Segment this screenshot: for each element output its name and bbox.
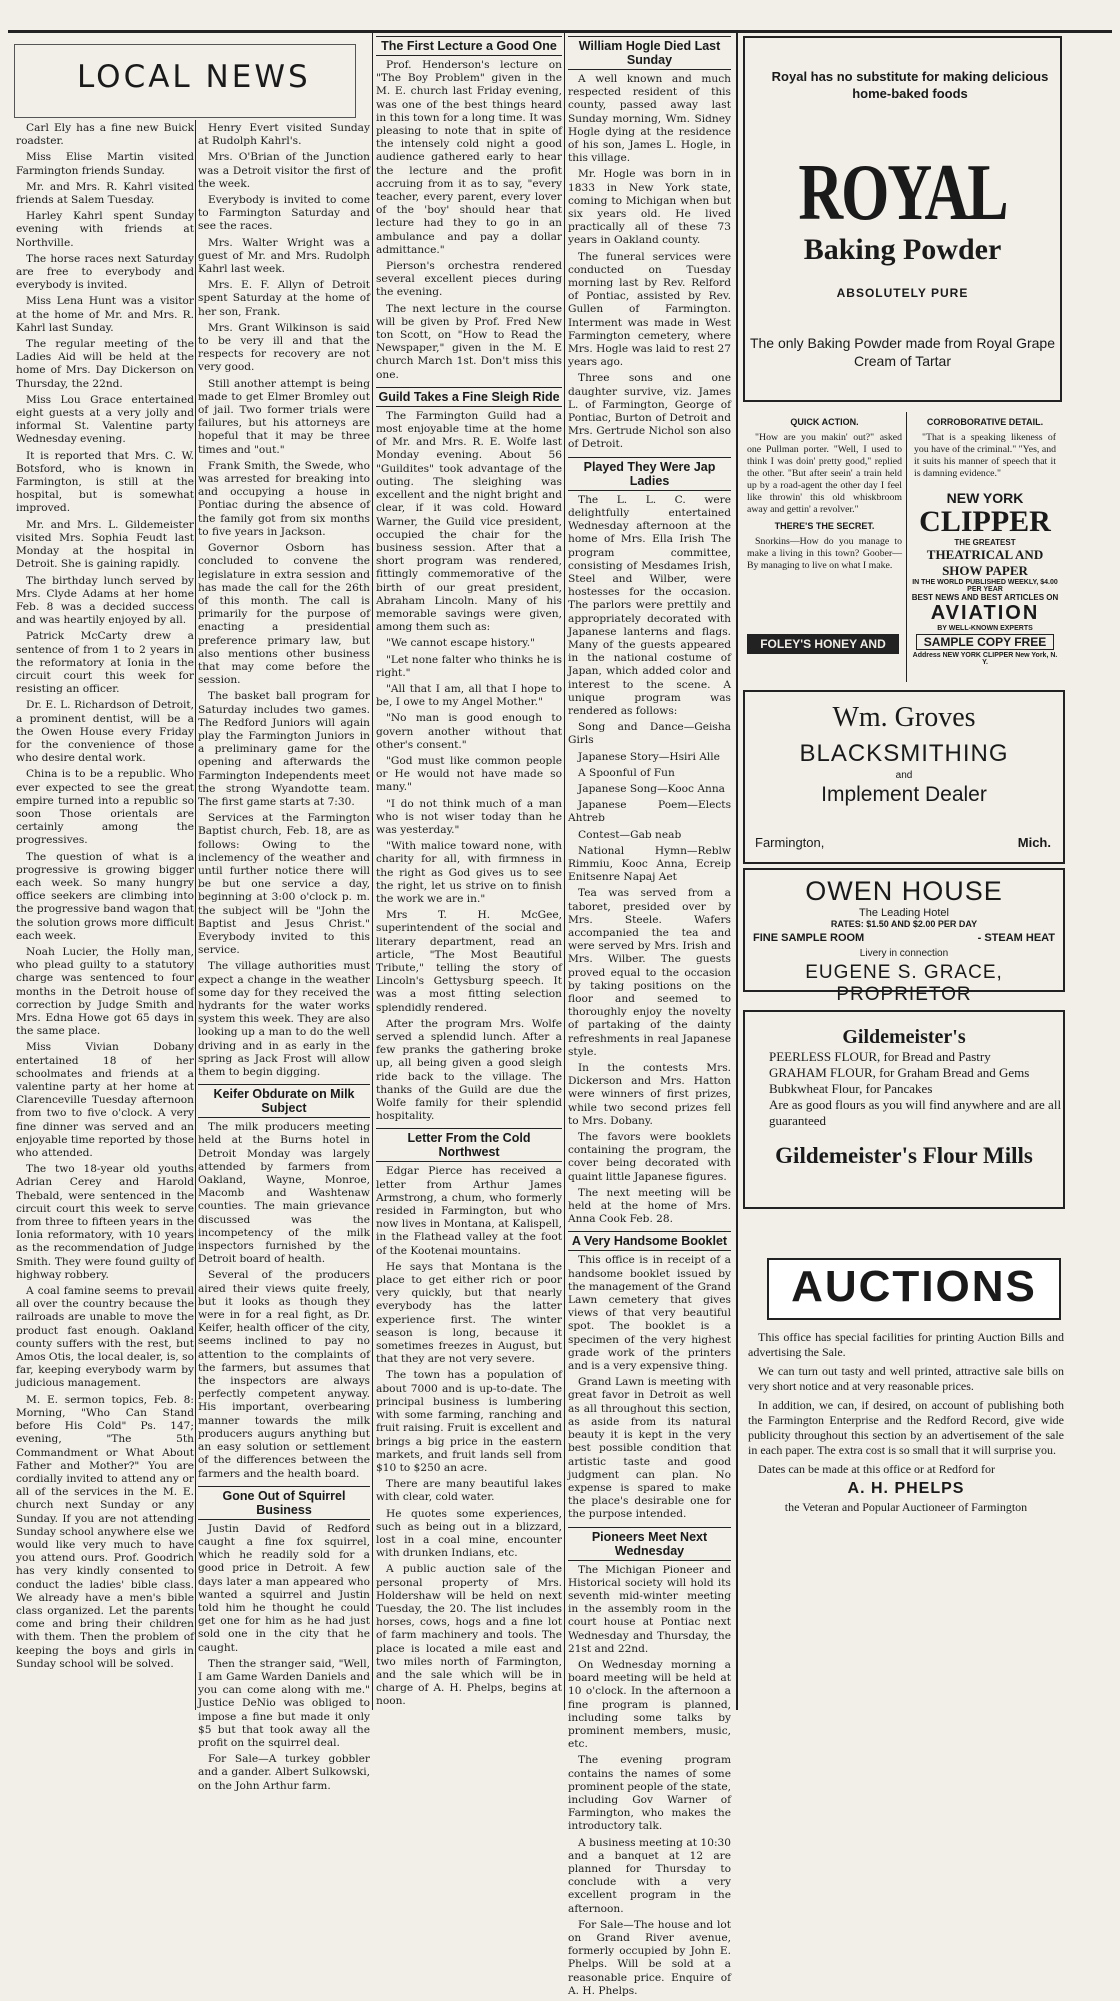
news-paragraph: China is to be a republic. Who ever expected to see the great empire turned into a republic so soon Those orientals are certainly among the progressives. [16, 768, 194, 847]
groves-and: and [895, 770, 913, 781]
owen-sample: FINE SAMPLE ROOM [753, 932, 865, 944]
gild-line: Are as good flours as you will find anywhere and are all guaranteed [769, 1097, 1062, 1128]
news-paragraph: The Michigan Pioneer and Historical society will hold its seventh mid-winter meeting in the assembly room in the court house at Pontiac next Wednesday and Thursday, the 21st and 22nd. [568, 1563, 731, 1655]
owen-house-ad [743, 868, 1065, 1005]
news-paragraph: For Sale—A turkey gobbler and a gander. Albert Sulkowski, on the John Arthur farm. [198, 1753, 370, 1792]
auctions-text: Dates can be made at this office or at Redford for [758, 1462, 996, 1476]
news-paragraph: Pierson's orchestra rendered several excellent pieces during the evening. [376, 260, 562, 299]
gild-foot: Gildemeister's Flour Mills [775, 1143, 1033, 1168]
news-paragraph: The village authorities must expect a change in the weather some day for they received the hydrants for the water works system this week. They are also looking up a man to do the well driving and in as early in the spring as Jack Frost will allow them to begin digging. [198, 960, 370, 1079]
news-paragraph: Grand Lawn is meeting with great favor in Detroit as well as all throughout this section, as aside from its natural beauty it is kept in the very best possible condition that artistic taste and good judgment can plan. No expense is spared to make the place's desirable one for the purpose intended. [568, 1376, 731, 1521]
corroborative-title: CORROBORATIVE DETAIL. [926, 417, 1044, 427]
news-paragraph: Several of the producers aired their views quite freely, but it looks as though they were in for a real fight, as Dr. Keifer, health officer of the city, seems inclined to pay no attention to the complaints of the farmers, but assumes that the inspectors are always perfectly competent anyway. His important, overbearing manner towards the milk producers augurs anything but an easy solution or settlement of the differences between the farmers and the health board. [198, 1269, 370, 1480]
news-paragraph: It is reported that Mrs. C. W. Botsford, who is known in Farmington, is still at the hospital, but is somewhat improved. [16, 449, 194, 515]
gild-line: PEERLESS FLOUR, for Bread and Pastry [769, 1049, 991, 1064]
column-rule [195, 120, 196, 1710]
news-paragraph: Miss Lou Grace entertained eight guests at a very jolly and informal St. Valentine party Wednesday evening. [16, 393, 194, 446]
news-paragraph: Japanese Story—Hsiri Alle [578, 750, 720, 763]
news-paragraph: "God must like common people or He would not have made so many." [376, 754, 562, 794]
royal-brand: ROYAL [798, 148, 1007, 238]
news-paragraph: Contest—Gab neab [578, 828, 682, 841]
column-1 [16, 122, 194, 1674]
news-paragraph: Miss Elise Martin visited Farmington friends Sunday. [16, 151, 194, 177]
news-paragraph: Mrs. Grant Wilkinson is said to be very ill and that the respects for recovery are not very good. [198, 321, 370, 374]
news-paragraph: Mrs T. H. McGee, superintendent of the social and literary department, read an article, "The Most Beautiful Tribute," telling the story of Lincoln's Gettysburg speech. It was a most fitting selection splendidly rendered. [376, 909, 562, 1014]
column-rule [564, 30, 565, 1710]
news-paragraph: Mrs. Walter Wright was a guest of Mr. and Mrs. Rudolph Kahrl last week. [198, 236, 370, 276]
news-paragraph: Mr. and Mrs. L. Gildemeister visited Mrs. Sophia Feudt last Monday at the hospital in Detroit. She is gaining rapidly. [16, 518, 194, 571]
news-paragraph: In the contests Mrs. Dickerson and Mrs. Hatton were winners of first prizes, while two second prizes fell to Mrs. Dobany. [568, 1062, 731, 1127]
news-paragraph: Mr. and Mrs. R. Kahrl visited friends at Salem Tuesday. [16, 180, 194, 207]
news-paragraph: Justin David of Redford caught a fine fox squirrel, which he readily sold for a good price in Detroit. A few days later a man appeared who wanted a squirrel and Justin told him he thought he could get one for him as he had just sold one in the city that he caught. [198, 1522, 370, 1654]
news-paragraph: "With malice toward none, with charity for all, with firmness in the right as God gives us to see the right, let us strive on to finish the work we are in." [376, 840, 562, 905]
secret-title: THERE'S THE SECRET. [774, 521, 875, 531]
news-paragraph: The two 18-year old youths Adrian Cerey and Harold Thebald, were sentenced in the circuit court this week to serve from three to fifteen years in the Ionia reformatory, with 10 years as the recommendation of Judge Smith. They were found guilty of highway robbery. [16, 1163, 194, 1281]
news-paragraph: "We cannot escape history." [386, 637, 535, 650]
news-paragraph: There are many beautiful lakes with clear, cold water. [376, 1478, 562, 1504]
news-paragraph: He quotes some experiences, such as being out in a blizzard, lost in a coal mine, encounter with drunken Indians, etc. [376, 1507, 562, 1560]
news-paragraph: The favors were booklets containing the program, the cover being decorated with quaint little Japanese figures. [568, 1131, 731, 1183]
ny-clipper-ad [910, 490, 1060, 682]
clipper-aviation: AVIATION [930, 602, 1040, 624]
auctions-title: AUCTIONS [791, 1262, 1037, 1311]
news-paragraph: A public auction sale of the personal property of Mrs. Holdershaw will be held on next Tuesday, the 20. The list includes horses, cows, hogs and a fine lot of farm machinery and tools. The place is located a mile east and two miles north of Farmington, and the sale which will be in charge of A. H. Phelps, begins at noon. [376, 1563, 562, 1708]
auctions-text: In addition, we can, if desired, on account of publishing both the Farmington Enterprise and the Redford Record, give wide publicity throughout this section by an advertisement of the sale in each paper. The extra cost is so small that it will surprise you. [748, 1398, 1064, 1457]
section-header [14, 44, 356, 118]
owen-livery: Livery in connection [859, 948, 949, 959]
article-headline: Keifer Obdurate on Milk Subject [198, 1084, 370, 1118]
royal-only-made: The only Baking Powder made from Royal Grape Cream of Tartar [749, 335, 1056, 369]
section-title: LOCAL NEWS [77, 59, 311, 95]
auctions-text: This office has special facilities for printing Auction Bills and advertising the Sale. [748, 1330, 1064, 1359]
clipper-address: Address NEW YORK CLIPPER New York, N. Y. [912, 652, 1058, 666]
news-paragraph: The horse races next Saturday are free to everybody and everybody is invited. [16, 252, 194, 292]
owen-proprietor: EUGENE S. GRACE, PROPRIETOR [805, 962, 1003, 1005]
news-paragraph: The Farmington Guild had a most enjoyable time at the home of Mr. and Mrs. R. E. Wolfe last Monday evening. About 56 "Guildites" took advantage of the outing. The sleighing was excellent and the night bright and clear, if it was cold. Howard Warner, the Guild vice president, occupied the chair for the business session. After that a short program was rendered, fittingly commemorative of the birth of our great president, Abraham Lincoln. Many of his memorable savings were given, among them such as: [376, 409, 562, 634]
column-3 [376, 36, 562, 1712]
news-paragraph: Then the stranger said, "Well, I am Game Warden Daniels and you can come along with me." Justice DeNio was obliged to impose a fine but made it only $5 but that took away all the profit on the squirrel deal. [198, 1657, 370, 1749]
news-paragraph: This office is in receipt of a handsome booklet issued by the management of the Grand Lawn cemetery that gives views of that very beautiful spot. The booklet is a specimen of the very highest grade work of the printers and is a very expensive thing. [568, 1254, 731, 1373]
royal-absolutely-pure: ABSOLUTELY PURE [836, 286, 969, 300]
groves-blacksmith-ad [743, 690, 1065, 864]
news-paragraph: A coal famine seems to prevail all over the country because the railroads are unable to move the product fast enough. Oakland county suffers with the rest, but Amos Otis, the local dealer, is, so far, keeping everybody warm by judicious management. [16, 1285, 194, 1390]
news-paragraph: Japanese Song—Kooc Anna [578, 782, 725, 795]
news-paragraph: The next meeting will be held at the home of Mrs. Anna Cook Feb. 28. [568, 1186, 731, 1226]
news-paragraph: Prof. Henderson's lecture on "The Boy Problem" given in the M. E. church last Friday evening, was one of the best things heard in this town for a long time. It was pleasing to note that in spite of the intensely cold night a good audience gathered early to hear the lecture and the profit accruing from it as to say, "every teacher, every parent, every lover of the 'boy' should hear that lecture had they to go in an ambulance and pay a dollar admittance." [376, 59, 562, 256]
news-paragraph: Three sons and one daughter survive, viz. James L. of Farmington, George of Pontiac, Burton of Detroit and Mrs. Gertrude Nichol son also of Detroit. [568, 372, 731, 451]
news-paragraph: On Wednesday morning a board meeting will be held at 10 o'clock. In the afternoon a fine program is planned, including some talks by prominent members, music, etc. [568, 1658, 731, 1751]
news-paragraph: Miss Vivian Dobany entertained 18 of her schoolmates and friends at a valentine party at her home at Clarenceville Tuesday afternoon from two to five o'clock. A very fine dinner was served and an enjoyable time reported by those who attended. [16, 1041, 194, 1160]
article-headline: Gone Out of Squirrel Business [198, 1486, 370, 1520]
news-paragraph: Frank Smith, the Swede, who was arrested for breaking into and occupying a house in Pontiac during the absence of the family got from six months to five years in Jackson. [198, 459, 370, 538]
gild-head: Gildemeister's [842, 1026, 966, 1048]
news-paragraph: Henry Evert visited Sunday at Rudolph Kahrl's. [198, 122, 370, 148]
news-paragraph: "All that I am, all that I hope to be, I owe to my Angel Mother." [376, 682, 562, 709]
column-2 [198, 122, 370, 1796]
gildemeister-flour-ad [743, 1010, 1065, 1209]
auctioneer-name: A. H. PHELPS [847, 1480, 965, 1497]
news-paragraph: "I do not think much of a man who is not wiser today than he was yesterday." [376, 797, 562, 836]
article-headline: Letter From the Cold Northwest [376, 1128, 562, 1162]
column-rule [372, 30, 373, 1710]
news-paragraph: Mrs. O'Brian of the Junction was a Detroit visitor the first of the week. [198, 151, 370, 190]
top-rule [8, 30, 1112, 33]
news-paragraph: A Spoonful of Fun [578, 766, 675, 779]
news-paragraph: The next lecture in the course will be given by Prof. Fred New ton Scott, on "How to Read the Newspaper," given in the M. E church March 1st. Don't miss this one. [376, 302, 562, 381]
news-paragraph: Mr. Hogle was born in in 1833 in New York state, coming to Michigan when but six years old. He lived practically all of these 73 years in Oakland county. [568, 168, 731, 247]
news-paragraph: National Hymn—Reblw Rimmiu, Kooc Anna, Ecreip Enitsenre Napaj Aet [568, 844, 731, 884]
news-paragraph: "No man is good enough to govern another without that other's consent." [376, 712, 562, 751]
groves-place: Farmington, [755, 835, 825, 850]
news-paragraph: The basket ball program for Saturday includes two games. The Redford Juniors will again play the Farmington Juniors in a preliminary game for the opening and afterwards the Farmington Independents meet the strong Wyandotte team. The first game starts at 7:30. [198, 690, 370, 808]
news-paragraph: A well known and much respected resident of this county, passed away last Sunday morning, Wm. Sidney Hogle dying at the residence of his son, James L. Hogle, in this village. [568, 73, 731, 165]
news-paragraph: The funeral services were conducted on Tuesday morning last by Rev. Relford of Pontiac, assisted by Rev. Gullen of Farmington. Interment was made in West Farmington cemetery, where Mrs. Hogle was laid to rest 27 years ago. [568, 250, 731, 369]
clipper-name: CLIPPER [919, 505, 1051, 538]
news-paragraph: He says that Montana is the place to get either rich or poor very quickly, but that nearly everybody has the latter experience first. The winter season is long, because it sometimes freezes in August, but that they are not very severe. [376, 1260, 562, 1366]
royal-tagline: Royal has no substitute for making delicious home-baked foods [771, 69, 1049, 101]
clipper-sample: SAMPLE COPY FREE [916, 634, 1054, 650]
news-paragraph: Patrick McCarty drew a sentence of from 1 to 2 years in the reformatory at Ionia in the circuit court this week for resisting an officer. [16, 630, 194, 696]
clipper-theatrical: THEATRICAL AND SHOW PAPER [926, 547, 1044, 578]
news-paragraph: Song and Dance—Geisha Girls [568, 721, 731, 747]
news-paragraph: Services at the Farmington Baptist church, Feb. 18, are as follows: Owing to the inclemency of the weather and until further notice there will be but one service a day, beginning at 3:00 o'clock p. m. the subject will be "John the Baptist and Jesus Christ." Everybody invited to this service. [198, 812, 370, 957]
quick-action-title: QUICK ACTION. [790, 417, 859, 427]
groves-state: Mich. [1017, 835, 1051, 850]
news-paragraph: Edgar Pierce has received a letter from Arthur James Armstrong, a chum, who formerly resided in Farmington, but who now lives in Montana, at Kalispell, in the Flathead valley at the foot of the Kootenai mountains. [376, 1165, 562, 1257]
news-paragraph: The milk producers meeting held at the Burns hotel in Detroit Monday was largely attended by farmers from Oakland, Wayne, Monroe, Macomb and Washtenaw counties. The main grievance discussed was the incompetency of the milk inspectors furnished by the Detroit board of health. [198, 1121, 370, 1266]
owen-rates: RATES: $1.50 AND $2.00 PER DAY [830, 919, 978, 929]
clipper-best-news: BEST NEWS AND BEST ARTICLES ON [911, 593, 1059, 602]
royal-product: Baking Powder [803, 233, 1002, 266]
news-paragraph: Harley Kahrl spent Sunday evening with friends at Northville. [16, 210, 194, 249]
column-rule [736, 30, 738, 1710]
foley-honey-tar-ad: FOLEY'S HONEY AND TAR [747, 634, 899, 654]
auctions-ad-body [748, 1330, 1064, 1700]
clipper-greatest: THE GREATEST [954, 538, 1016, 547]
article-headline: A Very Handsome Booklet [568, 1231, 731, 1251]
news-paragraph: The birthday lunch served by Mrs. Clyde Adams at her home Feb. 8 was a decided success and was heartily enjoyed by all. [16, 574, 194, 627]
quick-action-text: "How are you makin' out?" asked one Pullman porter. "Well, I used to think I was doin' pretty good," replied the other. "But after seein' a train held up by a road-agent the other day I feel like throwin' this old whiskbroom away and gettin' a revolver." [747, 432, 902, 515]
quick-action-item [743, 412, 907, 682]
clipper-weekly: IN THE WORLD PUBLISHED WEEKLY, $4.00 PER YEAR [912, 579, 1058, 593]
gild-line: Bubkwheat Flour, for Pancakes [769, 1081, 933, 1096]
news-paragraph: Mrs. E. F. Allyn of Detroit spent Saturday at the home of her son, Frank. [198, 279, 370, 318]
news-paragraph: A business meeting at 10:30 and a banquet at 12 are planned for Thursday to conclude with a very excellent program in the afternoon. [568, 1836, 731, 1915]
corroborative-detail-item [910, 412, 1060, 486]
clipper-ny: NEW YORK [946, 490, 1024, 506]
news-paragraph: Miss Lena Hunt was a visitor at the home of Mr. and Mrs. R. Kahrl last Sunday. [16, 295, 194, 334]
news-paragraph: Governor Osborn has concluded to convene the legislature in extra session and has made the call for the 26th of this month. The call is primarily for the purpose of enacting a presidential preference primary law, but also mentions other business that may come before the session. [198, 542, 370, 687]
news-paragraph: Japanese Poem—Elects Ahtreb [568, 799, 731, 825]
secret-text: Snorkins—How do you manage to make a living in this town? Goober—By managing to live on what I make. [747, 536, 902, 571]
auctions-banner [767, 1258, 1061, 1320]
article-headline: Played They Were Jap Ladies [568, 457, 731, 491]
news-paragraph: Noah Lucier, the Holly man, who plead guilty to a statutory charge was sentenced to four months in the Detroit house of correction by Judge Smith and Mrs. Edna Howe got 65 days in the same place. [16, 945, 194, 1038]
news-paragraph: The evening program contains the names of some prominent people of the state, including Gov Warner of Farmington, who makes the introductory talk. [568, 1754, 731, 1833]
news-paragraph: Still another attempt is being made to get Elmer Bromley out of jail. Two former trials were failures, but his attorneys are hopeful that it may be three times and "out." [198, 377, 370, 456]
groves-trade: BLACKSMITHING [799, 740, 1009, 767]
owen-leading: The Leading Hotel [859, 907, 949, 919]
groves-name: Wm. Groves [832, 702, 976, 733]
auctions-text: We can turn out tasty and well printed, attractive sale bills on very short notice and at very reasonable prices. [748, 1364, 1064, 1393]
news-paragraph: Dr. E. L. Richardson of Detroit, a prominent dentist, will be a the Owen House every Friday for the convenience of those who desire dental work. [16, 699, 194, 765]
news-paragraph: Carl Ely has a fine new Buick roadster. [16, 122, 194, 148]
news-paragraph: The L. L. C. were delightfully entertained Wednesday afternoon at the home of Mrs. Ella Irish The program committee, consisting of Mesdames Irish, Steel and Wilber, were hostesses for the occasion. The parlors were prettily and appropriately decorated with Japanese lanterns and flags. Many of the guests appeared in the national costume of Japan, which added color and interest to the scene. A unique program was rendered as follows: [568, 493, 731, 717]
news-paragraph: Everybody is invited to come to Farmington Saturday and see the races. [198, 194, 370, 233]
owen-name: OWEN HOUSE [805, 876, 1003, 906]
groves-dealer: Implement Dealer [821, 783, 987, 806]
owen-steam: - STEAM HEAT [977, 932, 1055, 944]
auctioneer-veteran: the Veteran and Popular Auctioneer of Farmington [784, 1500, 1028, 1514]
news-paragraph: After the program Mrs. Wolfe served a splendid lunch. After a few pranks the gathering broke up, all being given a good sleigh ride back to the village. The thanks of the Guild are due the Wolfe family for their splendid hospitality. [376, 1017, 562, 1123]
news-paragraph: The town has a population of about 7000 and is up-to-date. The principal business is lumbering with some farming, ranching and fruit raising. Fruit is excellent and brings a big price in the eastern markets, and fruit lands sell from $10 to $250 an acre. [376, 1369, 562, 1474]
article-headline: Pioneers Meet Next Wednesday [568, 1527, 731, 1561]
news-paragraph: The question of what is a progressive is growing bigger each week. So many hungry office seekers are climbing into the progressive band wagon that the solution grows more difficult each week. [16, 850, 194, 942]
royal-baking-powder-ad [743, 36, 1062, 402]
news-paragraph: M. E. sermon topics, Feb. 8: Morning, "Who Can Stand before His Cold" Ps. 147; evening, "The 5th Commandment or What About Father and Mother?" You are cordially invited to attend any or all of the services in the M. E. church next Sunday or any Sunday. If you are not attending Sunday school anywhere else we would like very much to have you attend ours. Prof. Goodrich has very kindly consented to conduct the ladies' bible class. We already have a men's bible class organized. Let the parents come and bring their children with them. Then the problem of keeping the boys and girls in Sunday school will be solved. [16, 1393, 194, 1670]
article-headline: William Hogle Died Last Sunday [568, 36, 731, 70]
article-headline: The First Lecture a Good One [376, 36, 562, 56]
news-paragraph: For Sale—The house and lot on Grand River avenue, formerly occupied by John E. Phelps. Will be sold at a reasonable price. Enquire of A. H. Phelps. [568, 1918, 731, 1997]
clipper-experts: BY WELL-KNOWN EXPERTS [937, 625, 1033, 632]
corroborative-text: "That is a speaking likeness of you have of the criminal." "Yes, and it suits his manner of speech that it is damning evidence." [914, 432, 1056, 479]
news-paragraph: Tea was served from a taboret, presided over by Mrs. Steele. Wafers accompanied the tea and were served by Mrs. Irish and Mrs. Wilber. The guests proved equal to the occasion by taking positions on the floor and seemed to thoroughly enjoy the novelty of partaking of the dainty refreshments in real Japanese style. [568, 887, 731, 1058]
news-paragraph: The regular meeting of the Ladies Aid will be held at the home of Mrs. Day Dickerson on Thursday, the 22nd. [16, 338, 194, 390]
news-paragraph: "Let none falter who thinks he is right." [376, 653, 562, 679]
gild-line: GRAHAM FLOUR, for Graham Bread and Gems [769, 1065, 1030, 1080]
article-headline: Guild Takes a Fine Sleigh Ride [376, 387, 562, 407]
column-4 [568, 36, 731, 2001]
